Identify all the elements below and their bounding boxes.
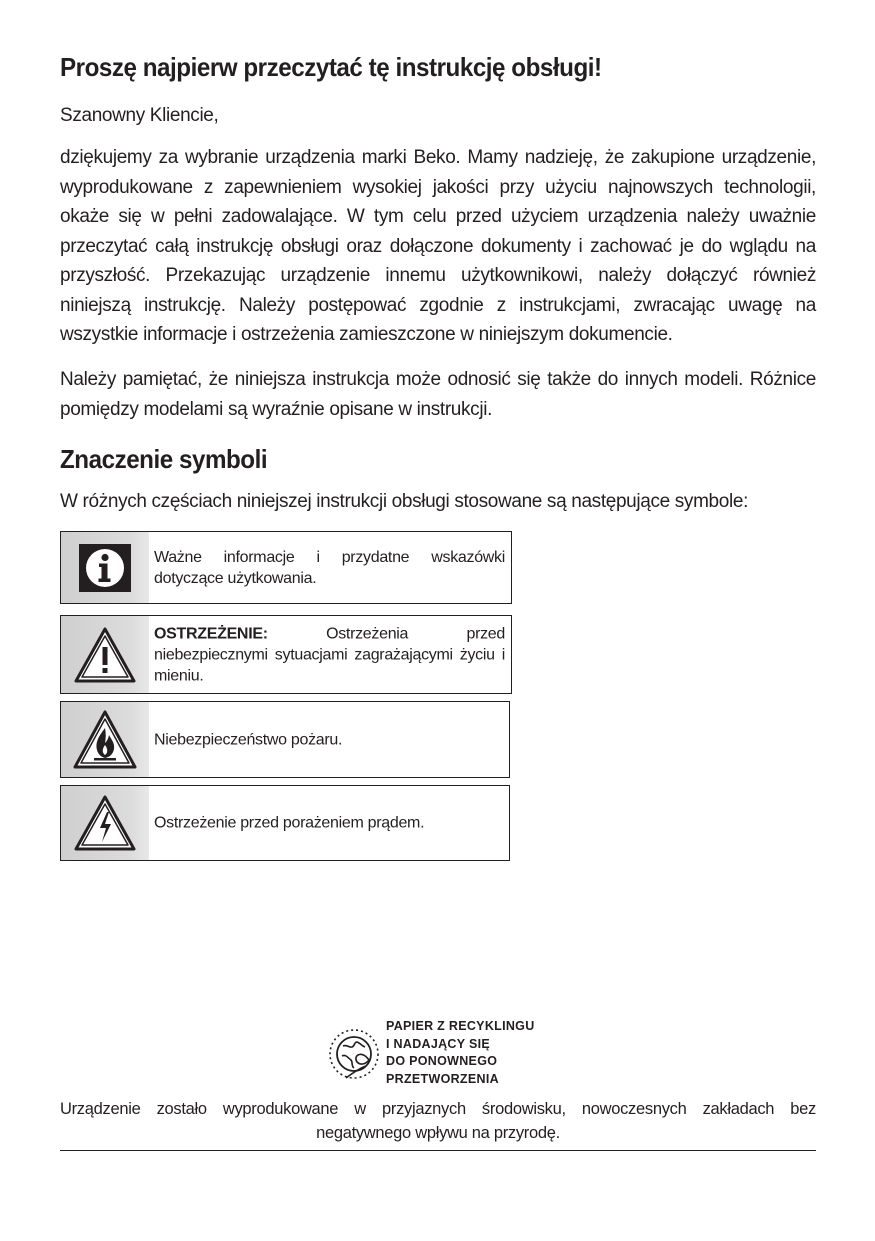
- recycled-paper-badge: [324, 1018, 584, 1092]
- footer-note: Urządzenie zostało wyprodukowane w przyjaznych środowisku, nowoczesnych zakładach bez negatywnego wpływu na przyrodę.: [60, 1100, 816, 1142]
- symbol-icon-cell: [61, 786, 149, 860]
- symbol-row-fire: [60, 701, 510, 778]
- fire-hazard-icon: [72, 709, 138, 771]
- symbols-intro: W różnych częściach niniejszej instrukcji obsługi stosowane są następujące symbole:: [60, 491, 749, 512]
- symbol-row-electric: [60, 785, 510, 861]
- symbol-description: Ostrzeżenie przed porażeniem prądem.: [154, 814, 425, 832]
- intro-paragraph: dziękujemy za wybranie urządzenia marki Beko. Mamy nadzieję, że zakupione urządzenie, wyprodukowane z zapewnieniem wysokiej jakości przy użyciu najnowszych technologii, okaże się w pełni zadowalające. W tym celu przed użyciem urządzenia należy uważnie przeczytać całą instrukcję obsługi oraz dołączone dokumenty i zachować je do wglądu na przyszłość. Przekazując urządzenie innemu użytkownikowi, należy dołączyć również niniejszą instrukcję. Należy postępować zgodnie z instrukcjami, zwracając uwagę na wszystkie informacje i ostrzeżenia zamieszczone w niniejszym dokumencie.: [60, 147, 816, 345]
- symbol-description: Niebezpieczeństwo pożaru.: [154, 731, 343, 748]
- footer-divider: [60, 1150, 816, 1151]
- symbol-icon-cell: [61, 702, 149, 777]
- symbol-description: Ważne informacje i przydatne wskazówki dotyczące użytkowania.: [154, 548, 505, 587]
- symbol-row-info: [60, 531, 512, 604]
- symbol-description: OSTRZEŻENIE: Ostrzeżenia przed niebezpiecznymi sytuacjami zagrażającymi życiu i mieniu.: [154, 625, 505, 684]
- symbols-heading: Znaczenie symboli: [60, 444, 268, 474]
- symbol-icon-cell: [61, 616, 149, 693]
- symbol-row-warning: [60, 615, 512, 694]
- recycled-globe-icon: [324, 1018, 384, 1090]
- models-note-paragraph: Należy pamiętać, że niniejsza instrukcja może odnosić się także do innych modeli. Różnice pomiędzy modelami są wyraźnie opisane w instrukcji.: [60, 369, 816, 420]
- electric-shock-icon: [73, 794, 137, 852]
- greeting: Szanowny Kliencie,: [60, 105, 219, 126]
- recycle-label: PAPIER Z RECYKLINGU I NADAJĄCY SIĘ DO PONOWNEGO PRZETWORZENIA: [386, 1019, 535, 1086]
- page-title: Proszę najpierw przeczytać tę instrukcję obsługi!: [60, 52, 602, 82]
- symbol-icon-cell: [61, 532, 149, 603]
- info-icon: [77, 542, 133, 594]
- warning-icon: [73, 626, 137, 684]
